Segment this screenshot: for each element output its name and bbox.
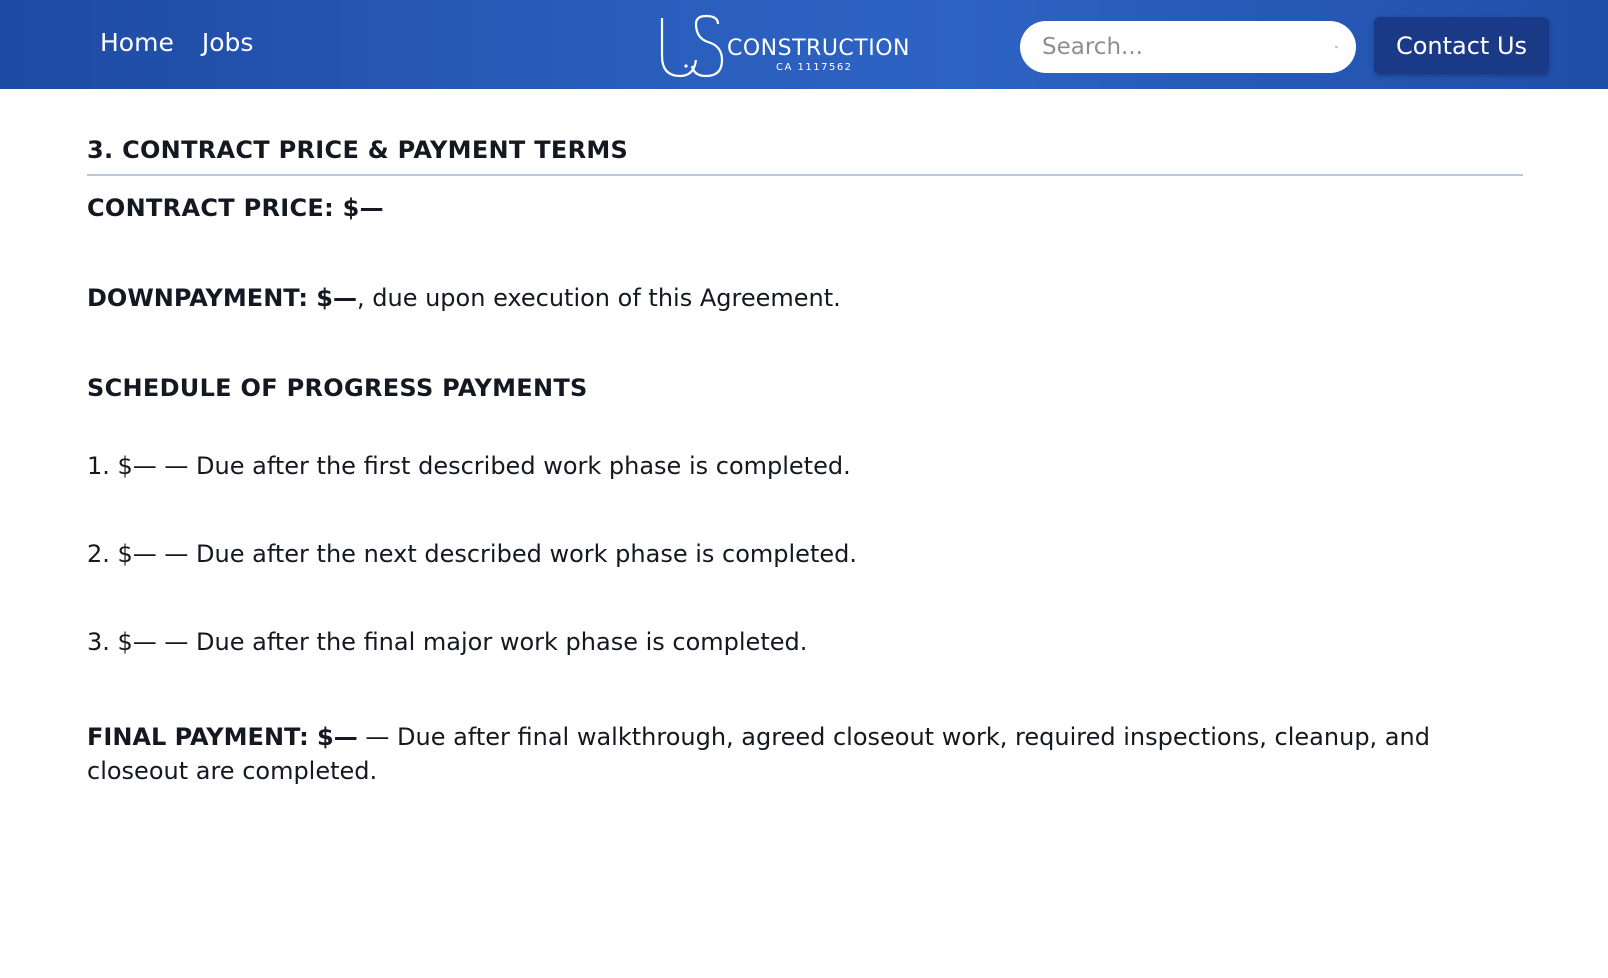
final-payment-label: FINAL PAYMENT: $— [87, 723, 358, 751]
search-input[interactable] [1042, 34, 1335, 60]
contract-price: CONTRACT PRICE: $— [87, 194, 384, 222]
logo-license-number: CA 1117562 [776, 62, 853, 73]
search-box [1020, 21, 1356, 73]
logo-wordmark: CONSTRUCTION [727, 36, 910, 61]
progress-payment-3: 3. $— — Due after the final major work phase is completed. [87, 628, 808, 656]
nav-link-jobs[interactable]: Jobs [201, 28, 254, 57]
progress-payment-1: 1. $— — Due after the first described work phase is completed. [87, 452, 851, 480]
search-icon[interactable] [1335, 32, 1338, 62]
nav-links [100, 28, 253, 57]
nav-link-home[interactable]: Home [100, 28, 174, 57]
final-payment-text: — Due after final walkthrough, agreed closeout work, required inspections, cleanup, and closeout are completed. [87, 723, 1430, 785]
downpayment [87, 284, 1523, 312]
contract-section [87, 136, 1523, 788]
contact-us-button[interactable]: Contact Us [1374, 17, 1549, 74]
downpayment-text: , due upon execution of this Agreement. [357, 284, 841, 312]
us-monogram-icon [660, 14, 730, 80]
site-logo[interactable] [660, 14, 910, 80]
schedule-title: SCHEDULE OF PROGRESS PAYMENTS [87, 374, 588, 402]
top-navbar [0, 0, 1608, 89]
section-title: 3. CONTRACT PRICE & PAYMENT TERMS [87, 136, 1523, 176]
downpayment-label: DOWNPAYMENT: $— [87, 284, 357, 312]
progress-payment-2: 2. $— — Due after the next described work phase is completed. [87, 540, 857, 568]
final-payment [87, 720, 1523, 788]
